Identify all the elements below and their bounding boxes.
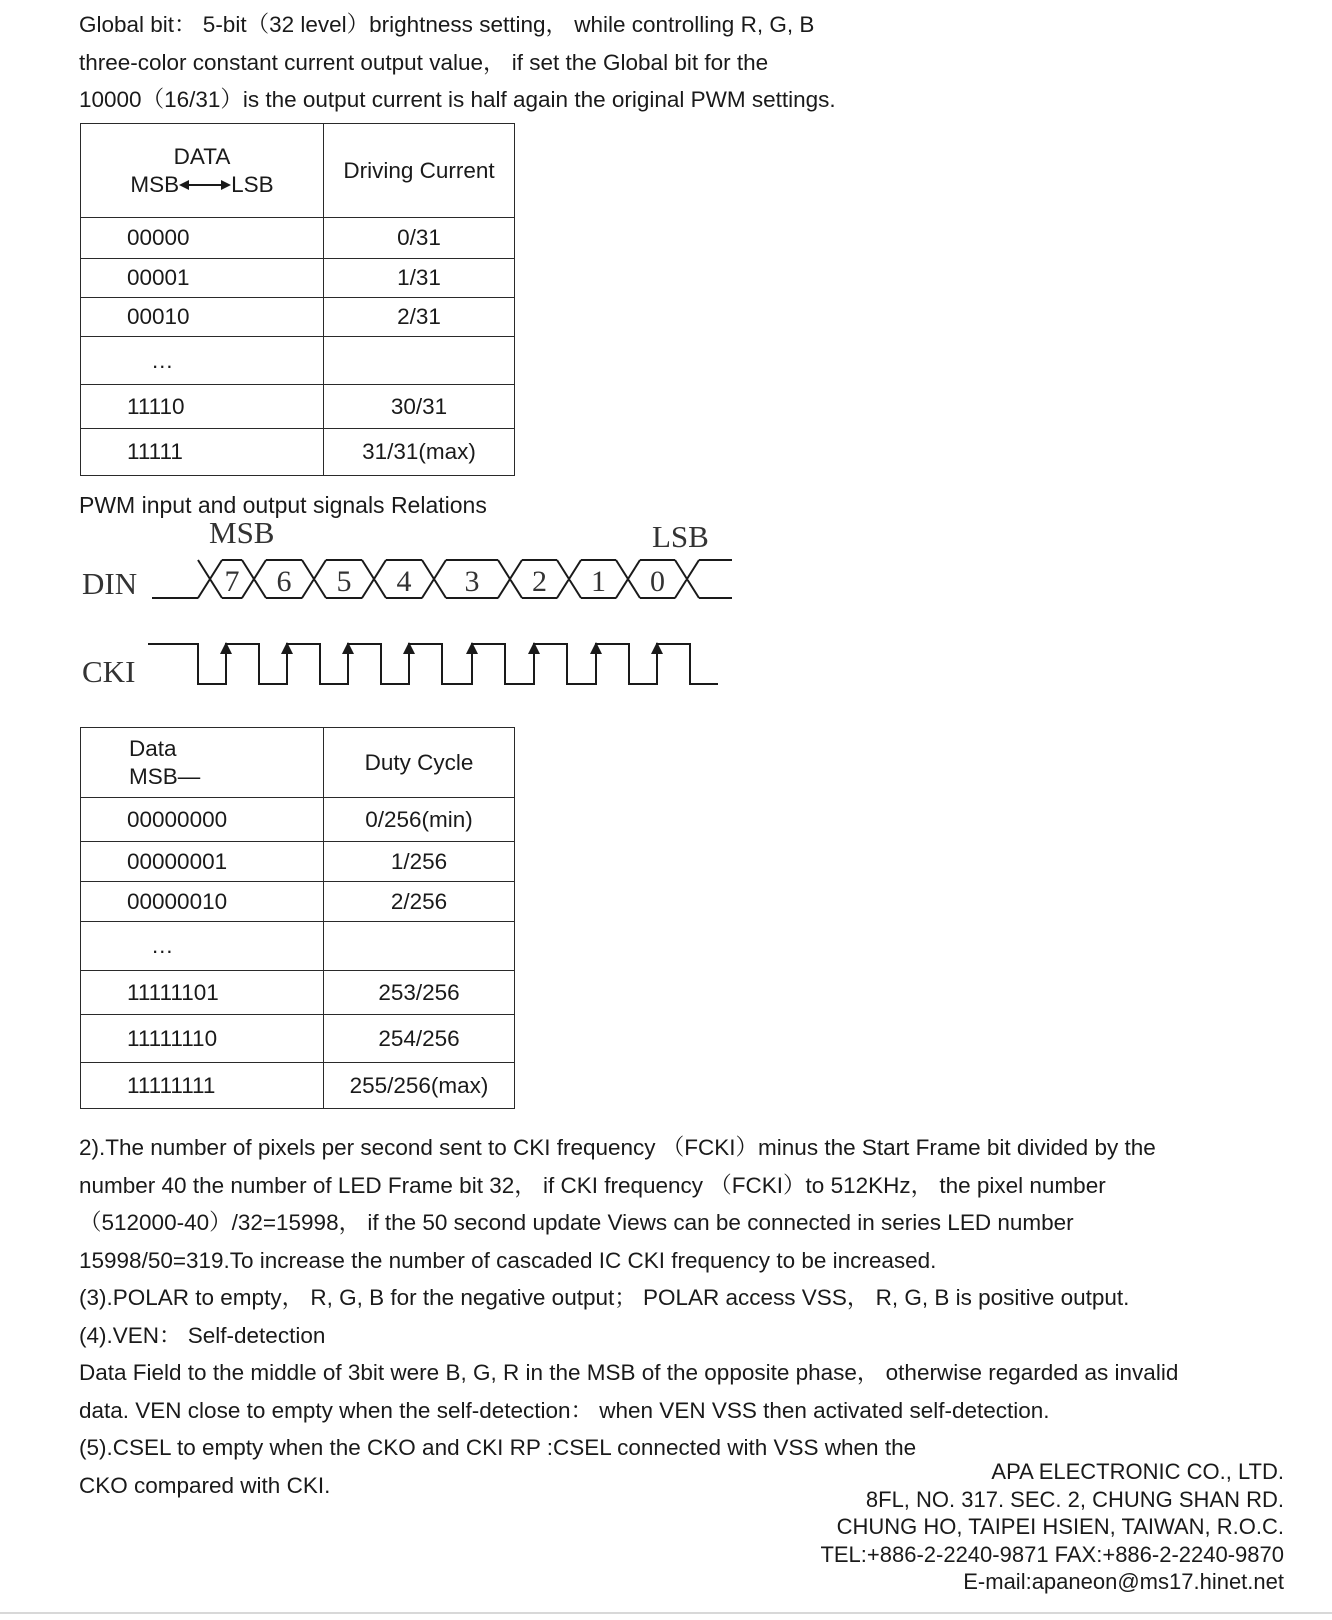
din-bit-label: 1 bbox=[591, 565, 606, 598]
company-name: APA ELECTRONIC CO., LTD. bbox=[991, 1459, 1284, 1484]
table-row bbox=[81, 882, 515, 922]
ellipsis-cell: … bbox=[81, 337, 324, 385]
data-header-title: DATA bbox=[173, 143, 231, 169]
table-row bbox=[81, 842, 515, 882]
table-row bbox=[81, 298, 515, 337]
value-cell: 1/256 bbox=[324, 842, 515, 882]
body-line: CKO compared with CKI. bbox=[79, 1472, 331, 1498]
body-line: data. VEN close to empty when the self-detection： when VEN VSS then activated self-detection. bbox=[79, 1397, 1050, 1423]
table-row bbox=[81, 385, 515, 429]
msb-diagram-label: MSB bbox=[209, 516, 275, 550]
intro-line: 10000（16/31）is the output current is half again the original PWM settings. bbox=[79, 87, 836, 112]
data-cell: 11111101 bbox=[81, 971, 324, 1015]
din-bit-label: 7 bbox=[224, 565, 240, 598]
duty-cycle-table bbox=[80, 727, 515, 1109]
page-bottom-divider bbox=[0, 1612, 1332, 1614]
value-cell bbox=[324, 337, 515, 385]
data-cell: 11111 bbox=[81, 429, 324, 476]
body-line: (5).CSEL to empty when the CKO and CKI RP :CSEL connected with VSS when the bbox=[79, 1435, 917, 1460]
body-notes bbox=[79, 1129, 1299, 1504]
table-row bbox=[81, 971, 515, 1015]
din-bit-label: 2 bbox=[532, 565, 547, 598]
double-arrow-icon bbox=[179, 178, 231, 192]
body-line: number 40 the number of LED Frame bit 32， if CKI frequency （FCKI）to 512KHz， the pixel number bbox=[79, 1172, 1106, 1198]
table-row bbox=[81, 1015, 515, 1063]
table-row bbox=[81, 429, 515, 476]
msb-label: MSB bbox=[130, 171, 180, 197]
din-bit-label: 3 bbox=[464, 565, 480, 598]
driving-current-header: Driving Current bbox=[324, 124, 515, 218]
value-cell: 2/256 bbox=[324, 882, 515, 922]
duty-cycle-header: Duty Cycle bbox=[324, 728, 515, 798]
global-bit-table bbox=[80, 123, 515, 476]
address-line: 8FL, NO. 317. SEC. 2, CHUNG SHAN RD. bbox=[865, 1486, 1284, 1512]
din-bit-label: 5 bbox=[336, 565, 352, 598]
body-line: 2).The number of pixels per second sent to CKI frequency （FCKI）minus the Start Frame bit divided by the bbox=[79, 1135, 1156, 1160]
value-cell: 0/31 bbox=[324, 218, 515, 259]
table-row bbox=[81, 259, 515, 298]
intro-line: Global bit： 5-bit（32 level）brightness setting， while controlling R, G, B bbox=[79, 12, 815, 37]
value-cell: 1/31 bbox=[324, 259, 515, 298]
value-cell: 253/256 bbox=[324, 971, 515, 1015]
table-row bbox=[81, 1063, 515, 1109]
address-line: CHUNG HO, TAIPEI HSIEN, TAIWAN, R.O.C. bbox=[836, 1514, 1284, 1539]
table-header-row bbox=[81, 728, 515, 798]
cki-clock-path bbox=[148, 644, 718, 684]
pwm-timing-diagram bbox=[78, 516, 758, 706]
lsb-label: LSB bbox=[231, 171, 274, 197]
table-row bbox=[81, 337, 515, 385]
value-cell bbox=[324, 922, 515, 971]
data-cell: 11111110 bbox=[81, 1015, 324, 1063]
body-line: (3).POLAR to empty， R, G, B for the negative output； POLAR access VSS， R, G, B is positive output. bbox=[79, 1285, 1130, 1310]
din-waveform bbox=[152, 560, 732, 598]
global-bit-description bbox=[79, 6, 1299, 119]
ellipsis-cell: … bbox=[81, 922, 324, 971]
din-bit-label: 4 bbox=[396, 565, 412, 598]
body-line: （512000-40）/32=15998， if the 50 second update Views can be connected in series LED number bbox=[79, 1210, 1074, 1235]
lsb-diagram-label: LSB bbox=[652, 519, 709, 554]
din-label: DIN bbox=[82, 566, 138, 601]
table-row bbox=[81, 218, 515, 259]
data-cell: 00010 bbox=[81, 298, 324, 337]
value-cell: 254/256 bbox=[324, 1015, 515, 1063]
table-row bbox=[81, 922, 515, 971]
data-cell: 00000010 bbox=[81, 882, 324, 922]
data-cell: 00000000 bbox=[81, 798, 324, 842]
body-line: 15998/50=319.To increase the number of cascaded IC CKI frequency to be increased. bbox=[79, 1247, 937, 1273]
phone-fax-line: TEL:+886-2-2240-9871 FAX:+886-2-2240-9870 bbox=[820, 1541, 1284, 1567]
data-cell: 11110 bbox=[81, 385, 324, 429]
data-cell: 00001 bbox=[81, 259, 324, 298]
data-column-header bbox=[81, 728, 324, 798]
value-cell: 30/31 bbox=[324, 385, 515, 429]
body-line: (4).VEN： Self-detection bbox=[79, 1322, 326, 1348]
data-cell: 00000 bbox=[81, 218, 324, 259]
data-cell: 00000001 bbox=[81, 842, 324, 882]
msb-lsb-header bbox=[130, 171, 273, 199]
data-column-header bbox=[81, 124, 324, 218]
table-row bbox=[81, 798, 515, 842]
cki-waveform bbox=[148, 642, 718, 684]
din-bit-label: 0 bbox=[650, 565, 665, 598]
data-cell: 11111111 bbox=[81, 1063, 324, 1109]
body-line: Data Field to the middle of 3bit were B, G, R in the MSB of the opposite phase， otherwise regarded as invalid bbox=[79, 1360, 1179, 1385]
cki-label: CKI bbox=[82, 654, 136, 689]
intro-line: three-color constant current output value， if set the Global bit for the bbox=[79, 49, 769, 75]
email-line: E-mail:apaneon@ms17.hinet.net bbox=[963, 1569, 1284, 1594]
pwm-heading: PWM input and output signals Relations bbox=[79, 492, 487, 518]
value-cell: 255/256(max) bbox=[324, 1063, 515, 1109]
company-footer bbox=[820, 1458, 1284, 1596]
value-cell: 0/256(min) bbox=[324, 798, 515, 842]
din-bit-label: 6 bbox=[276, 565, 292, 598]
value-cell: 31/31(max) bbox=[324, 429, 515, 476]
data-header-title: Data bbox=[129, 735, 177, 761]
table-header-row bbox=[81, 124, 515, 218]
msb-header: MSB— bbox=[129, 763, 201, 789]
value-cell: 2/31 bbox=[324, 298, 515, 337]
